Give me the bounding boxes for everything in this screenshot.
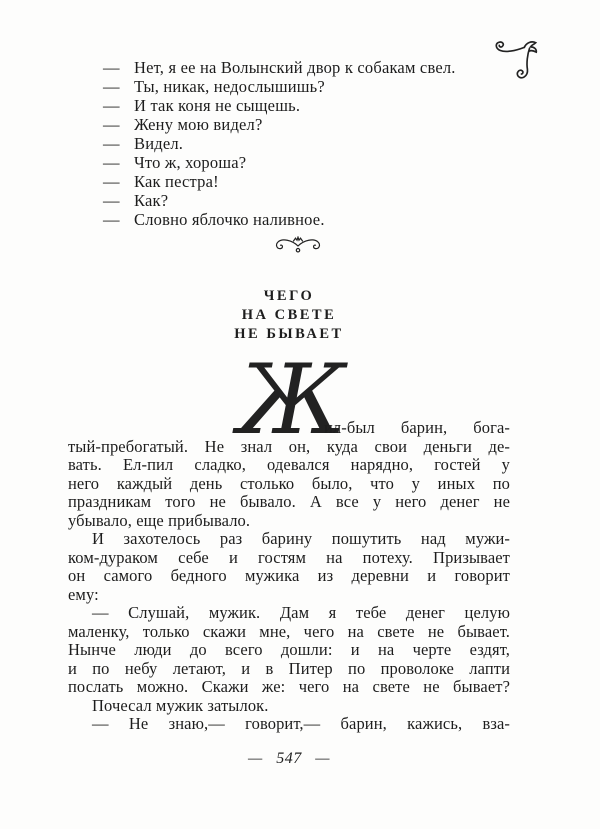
body-line: он самого бедного мужика из деревни и говорит	[68, 566, 510, 585]
dialogue-text: Видел.	[134, 134, 184, 153]
dialogue-block	[103, 58, 456, 229]
body-line: И захотелось раз барину пошутить над мужи-	[92, 529, 510, 548]
body-line: ком-дураком себе и гостям на потеху. Призывает	[68, 547, 510, 567]
dialogue-line	[103, 77, 456, 96]
body-line: маленку, только скажи мне, чего на свете не бывает.	[68, 621, 510, 641]
page-number: — 547 —	[248, 750, 330, 767]
dialogue-line	[103, 134, 456, 153]
body-line: убывало, еще прибывало.	[68, 510, 251, 530]
dialogue-text: Как?	[134, 191, 169, 210]
story-title-line: НЕ БЫВАЕТ	[234, 326, 344, 342]
body-line: тый-пребогатый. Не знал он, куда свои деньги де-	[68, 436, 510, 456]
body-line: ил-был барин, бога-	[324, 418, 510, 437]
body-line: ему:	[68, 584, 99, 604]
dialogue-line	[103, 210, 456, 229]
story-title-line: ЧЕГО	[263, 288, 315, 304]
body-line: — Слушай, мужик. Дам я тебе денег целую	[92, 603, 510, 622]
dialogue-text: Нет, я ее на Волынский двор к собакам свел.	[134, 58, 456, 77]
dialogue-line	[103, 58, 456, 77]
em-dash: —	[103, 115, 120, 134]
dialogue-text: Жену мою видел?	[134, 115, 263, 134]
body-line: него каждый день столько было, что у иных по	[68, 473, 510, 493]
body-line: Нынче люди до всего дошли: и на черте ездят,	[68, 640, 510, 659]
em-dash: —	[103, 96, 120, 115]
em-dash: —	[103, 58, 120, 77]
body-line: праздникам того не бывало. А все у него денег не	[68, 492, 510, 511]
dialogue-line	[103, 96, 456, 115]
em-dash: —	[103, 210, 120, 229]
body-line: послать можно. Скажи же: чего на свете не бывает?	[68, 677, 510, 696]
em-dash: —	[103, 191, 120, 210]
dialogue-text: Что ж, хороша?	[134, 153, 247, 172]
body-line: вать. Ел-пил сладко, одевался нарядно, гостей у	[68, 455, 510, 474]
story-title	[68, 287, 510, 344]
dropcap-initial: Ж	[238, 344, 346, 456]
body-line: Почесал мужик затылок.	[92, 695, 269, 715]
story-body	[68, 419, 510, 734]
dialogue-text: Словно яблочко наливное.	[134, 210, 325, 229]
vine-flourish-icon	[492, 38, 542, 88]
em-dash: —	[103, 153, 120, 172]
em-dash: —	[103, 134, 120, 153]
body-line: и по небу летают, и в Питер по проволоке лапти	[68, 658, 510, 678]
body-line: — Не знаю,— говорит,— барин, кажись, вза-	[92, 714, 510, 733]
fleuron-icon	[272, 236, 324, 254]
em-dash: —	[103, 77, 120, 96]
dialogue-line	[103, 153, 456, 172]
dialogue-text: И так коня не сыщешь.	[134, 96, 301, 115]
dialogue-line	[103, 191, 456, 210]
em-dash: —	[103, 172, 120, 191]
dialogue-line	[103, 172, 456, 191]
dialogue-line	[103, 115, 456, 134]
dialogue-text: Как пестра!	[134, 172, 219, 191]
dialogue-text: Ты, никак, недослышишь?	[134, 77, 325, 96]
story-title-line: НА СВЕТЕ	[241, 307, 337, 323]
